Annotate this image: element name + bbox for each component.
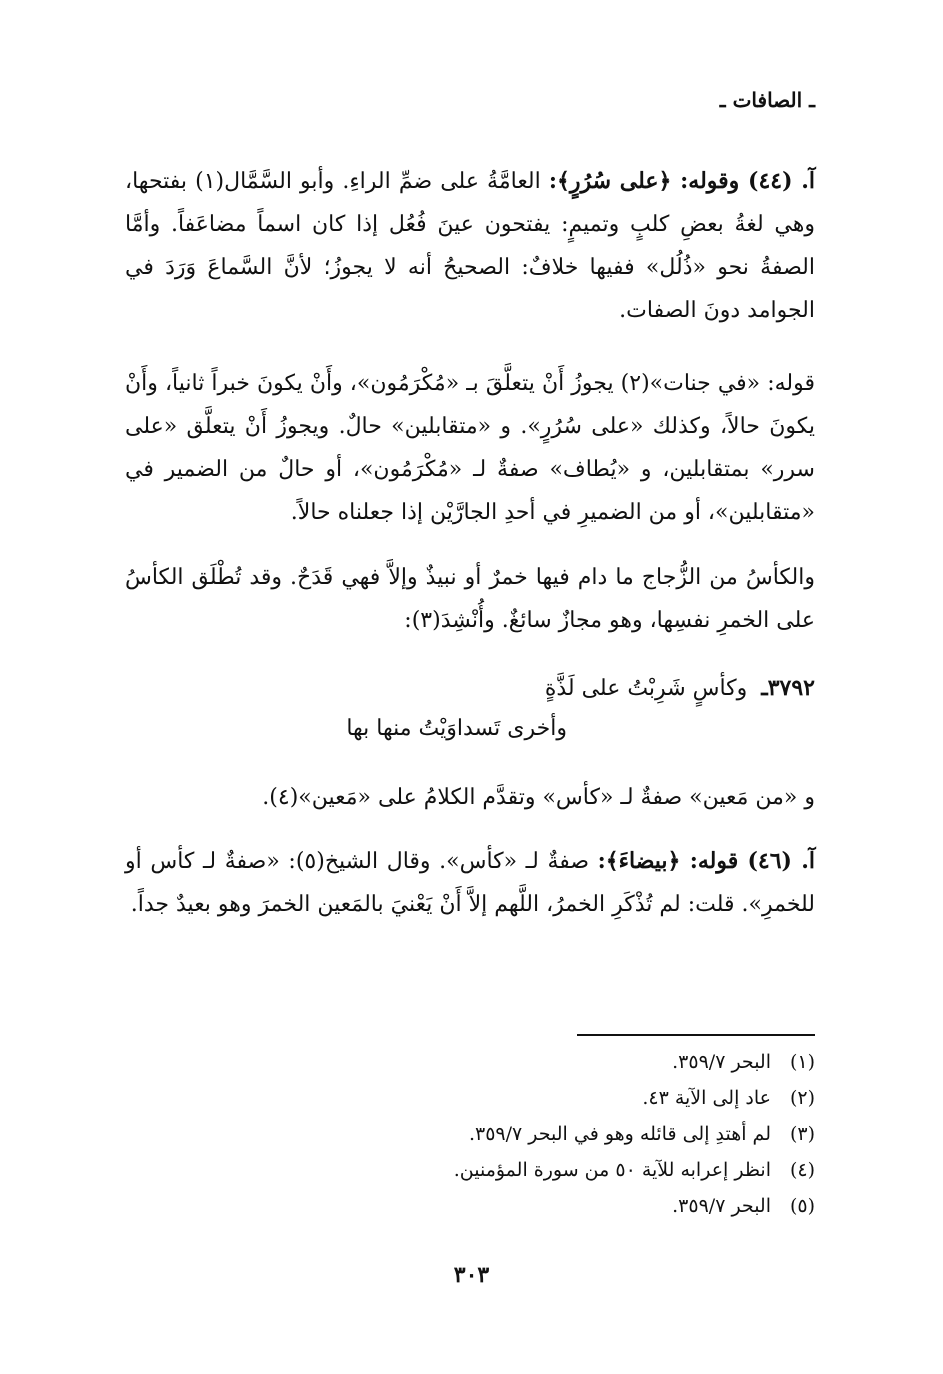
footnote-number: (٥) xyxy=(789,1195,815,1217)
paragraph-verse-46 xyxy=(125,840,815,926)
footnote-number: (٢) xyxy=(789,1087,815,1109)
footnote-divider xyxy=(577,1034,815,1036)
kas-text: والكأسُ من الزُّجاج ما دام فيها خمرٌ أو نبيذٌ وإلاَّ فهي قَدَحٌ. وقد تُطْلَق الكأسُ على الخمرِ نفسِها، وهو مجازٌ سائغٌ. وأُنْشِدَ(٣): xyxy=(125,565,815,633)
verse-46-text: صفةٌ لـ «كأس». وقال الشيخ(٥): «صفةٌ لـ كأس أو للخمرِ». قلت: لم تُذْكَرِ الخمرُ، اللَّهم إلاَّ أَنْ يَعْنيَ بالمَعين الخمرَ وهو بعيدٌ جداً. xyxy=(125,849,815,917)
running-header: ـ الصافات ـ xyxy=(719,88,815,112)
footnote-item xyxy=(125,1152,815,1188)
footnote-text: البحر ٣٥٩/٧. xyxy=(672,1195,771,1217)
footnote-item xyxy=(125,1188,815,1224)
poem-verse xyxy=(125,668,815,749)
page-number: ٣٠٣ xyxy=(453,1262,490,1288)
poem-first-hemistich xyxy=(125,668,815,709)
paragraph-fi-jannat xyxy=(125,362,815,534)
footnote-text: عاد إلى الآية ٤٣. xyxy=(642,1087,771,1109)
footnote-text: البحر ٣٥٩/٧. xyxy=(672,1051,771,1073)
poem-number: ٣٧٩٢ـ xyxy=(761,675,815,701)
poem-line-2: وأخرى تَسداوَيْتُ منها بها xyxy=(346,716,567,741)
footnote-item xyxy=(125,1044,815,1080)
footnote-text: انظر إعرابه للآية ٥٠ من سورة المؤمنين. xyxy=(453,1159,771,1181)
paragraph-kas xyxy=(125,556,815,642)
paragraph-verse-44 xyxy=(125,160,815,332)
verse-44-label: آ. (٤٤) وقوله: ﴿على سُرُرٍ﴾: xyxy=(548,168,815,194)
poem-line-1: وكأسٍ شَرِبْتُ على لَذَّةٍ xyxy=(544,676,748,701)
verse-46-label: آ. (٤٦) قوله: ﴿بيضاءَ﴾: xyxy=(597,848,815,874)
footnote-number: (٣) xyxy=(789,1123,815,1145)
fi-jannat-text: قوله: «في جنات»(٢) يجوزُ أَنْ يتعلَّقَ بـ «مُكْرَمُون»، وأَنْ يكونَ خبراً ثانياً، وأَنْ يكونَ حالاً، وكذلك «على سُرُرٍ». و «متقابلين» حالٌ. ويجوزُ أَنْ يتعلَّق «على سرر» بمتقابلين، و «يُطاف» صفةٌ لـ «مُكْرَمُون»، أو حالٌ من الضمير في «متقابلين»، أو من الضميرِ في أحدِ الجارَّيْن إذا جعلناه حالاً. xyxy=(125,371,815,525)
footnote-item xyxy=(125,1080,815,1116)
verse-44-text: العامَّةُ على ضمِّ الراءِ. وأبو السَّمَّال(١) بفتحها، وهي لغةُ بعضِ كلبٍ وتميمٍ: يفتحون عينَ فُعُل إذا كان اسماً مضاعَفاً. وأمَّا الصفةُ نحو «ذُلُل» ففيها خلافٌ: الصحيحُ أنه لا يجوزُ؛ لأنَّ السَّماعَ وَرَدَ في الجوامد دونَ الصفات. xyxy=(125,169,815,323)
footnote-item xyxy=(125,1116,815,1152)
footnote-number: (٤) xyxy=(789,1159,815,1181)
paragraph-min-maeen xyxy=(125,776,815,819)
footnote-text: لم أهتدِ إلى قائله وهو في البحر ٣٥٩/٧. xyxy=(468,1123,771,1145)
footnotes xyxy=(125,1044,815,1224)
min-maeen-text: و «من مَعين» صفةٌ لـ «كأس» وتقدَّم الكلامُ على «مَعين»(٤). xyxy=(262,785,815,810)
footnote-number: (١) xyxy=(789,1051,815,1073)
